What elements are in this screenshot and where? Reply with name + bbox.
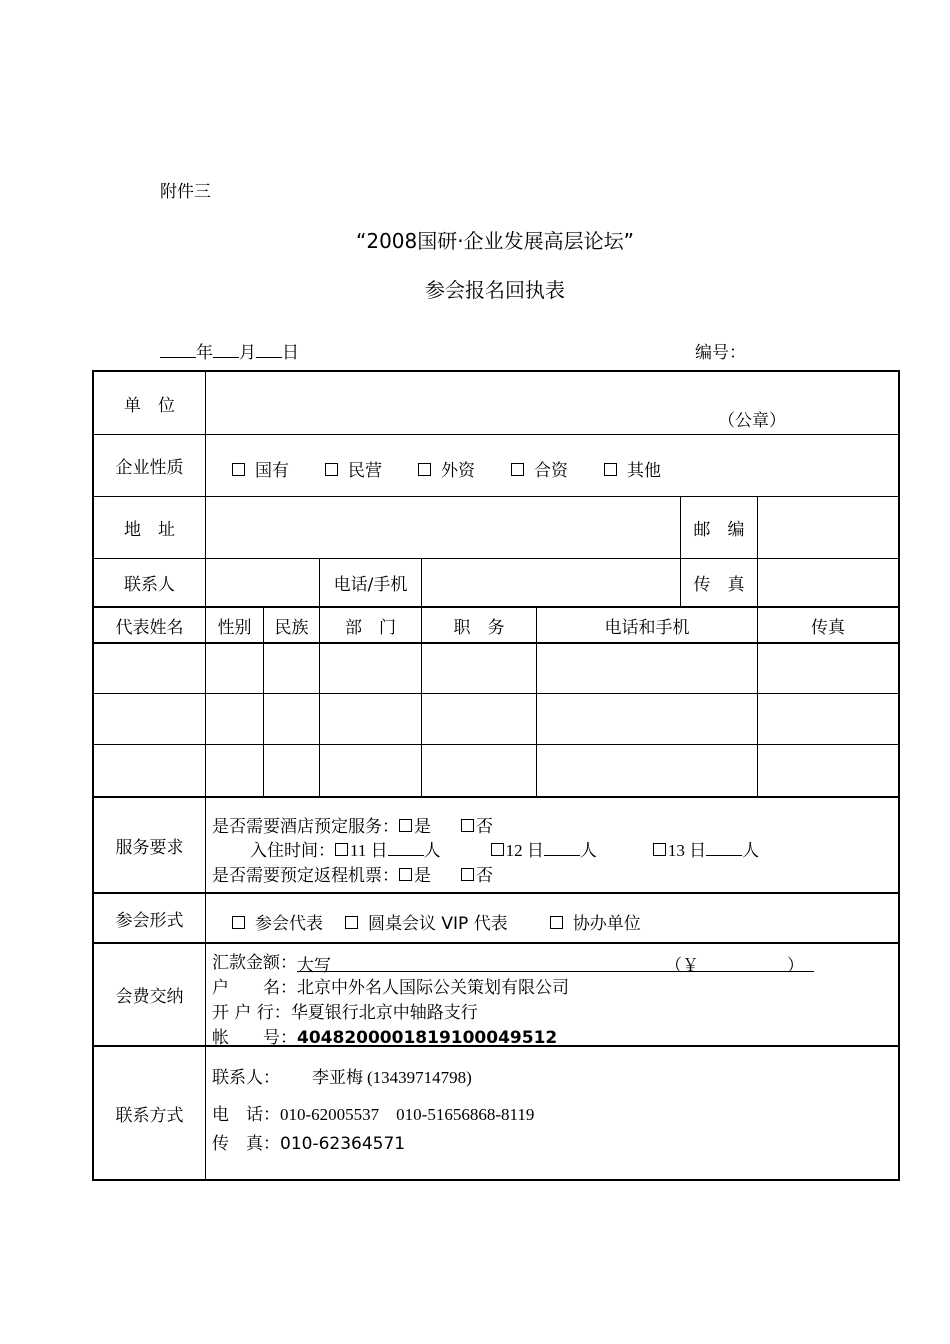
checkin-11-option[interactable]: 11 日 人 — [335, 841, 441, 861]
contact-info-label: 联系方式 — [115, 1105, 184, 1126]
rep-header-position: 职 务 — [453, 617, 505, 638]
checkbox[interactable] — [325, 463, 338, 476]
day-label: 日 — [282, 343, 299, 363]
amount-yen-close: ） — [787, 956, 804, 976]
nature-option-foreign[interactable]: 外资 — [418, 461, 475, 481]
account-number-label: 帐 号： — [212, 1028, 297, 1048]
table-rule — [92, 892, 900, 894]
people-blank[interactable] — [706, 838, 742, 856]
fax-field[interactable] — [758, 559, 898, 606]
checkbox[interactable] — [461, 868, 474, 881]
phone-label: 电话/手机 — [333, 575, 408, 595]
account-number-line — [212, 1023, 557, 1048]
table-row[interactable] — [94, 694, 898, 744]
contact-tel-line — [212, 1100, 534, 1125]
table-rule — [92, 434, 900, 435]
checkbox[interactable] — [418, 463, 431, 476]
form-subtitle: 参会报名回执表 — [425, 278, 565, 302]
year-label: 年 — [196, 343, 213, 363]
people-blank[interactable] — [544, 838, 580, 856]
ticket-no-option[interactable]: 否 — [461, 866, 493, 886]
account-number-value: 4048200001819100049512 — [297, 1028, 558, 1048]
checkin-label: 入住时间： — [250, 841, 335, 861]
checkbox[interactable] — [232, 463, 245, 476]
checkbox[interactable] — [491, 843, 504, 856]
attachment-label: 附件三 — [160, 182, 211, 202]
amount-yen-open: （￥ — [665, 956, 699, 976]
hotel-booking-line — [212, 812, 493, 837]
contact-person-mobile: (13439714798) — [367, 1068, 472, 1087]
address-field[interactable] — [206, 497, 680, 558]
seal-label: （公章） — [718, 411, 786, 431]
checkbox[interactable] — [653, 843, 666, 856]
contact-fax-line — [212, 1129, 405, 1154]
checkbox[interactable] — [550, 916, 563, 929]
checkbox[interactable] — [399, 819, 412, 832]
attendance-options — [232, 909, 641, 934]
account-name-label: 户 名： — [212, 978, 297, 998]
table-border-bottom — [92, 1179, 900, 1181]
phone-field[interactable] — [422, 559, 680, 606]
rep-header-name: 代表姓名 — [115, 617, 184, 638]
checkbox[interactable] — [604, 463, 617, 476]
account-name-value: 北京中外名人国际公关策划有限公司 — [297, 978, 569, 998]
attendance-option-delegate[interactable]: 参会代表 — [232, 914, 323, 934]
amount-caps-label: 大写 — [297, 956, 331, 976]
form-title: “2008国研·企业发展高层论坛” — [356, 229, 634, 253]
hotel-no-option[interactable]: 否 — [461, 817, 493, 837]
year-blank[interactable] — [160, 340, 196, 358]
contact-tel-value: 010-62005537 010-51656868-8119 — [280, 1105, 535, 1124]
unit-field[interactable] — [206, 372, 898, 434]
day-blank[interactable] — [256, 340, 282, 358]
checkbox[interactable] — [335, 843, 348, 856]
checkin-12-option[interactable]: 12 日 人 — [491, 841, 597, 861]
account-name-line — [212, 973, 569, 998]
rep-header-gender: 性别 — [217, 617, 252, 638]
checkin-line — [250, 836, 759, 861]
attendance-option-vip[interactable]: 圆桌会议 VIP 代表 — [345, 914, 508, 934]
checkbox[interactable] — [511, 463, 524, 476]
checkbox[interactable] — [232, 916, 245, 929]
month-label: 月 — [239, 343, 256, 363]
attendance-option-co-organizer[interactable]: 协办单位 — [550, 914, 641, 934]
fee-label: 会费交纳 — [115, 987, 184, 1007]
contact-person-label: 联系人 — [124, 575, 175, 595]
contact-person-line — [212, 1063, 472, 1088]
contact-person-name: 李亚梅 — [312, 1068, 363, 1088]
enterprise-nature-label: 企业性质 — [115, 458, 184, 478]
contact-fax-value: 010-62364571 — [280, 1134, 406, 1154]
fax-label: 传 真 — [693, 575, 745, 595]
nature-option-other[interactable]: 其他 — [604, 461, 661, 481]
table-row[interactable] — [94, 745, 898, 796]
postcode-label: 邮 编 — [693, 520, 745, 540]
checkin-13-option[interactable]: 13 日 人 — [653, 841, 759, 861]
month-blank[interactable] — [213, 340, 239, 358]
bank-label: 开 户 行： — [212, 1003, 291, 1023]
contact-person-field[interactable] — [206, 559, 319, 606]
bank-line — [212, 998, 478, 1023]
table-rule — [92, 796, 900, 798]
rep-header-department: 部 门 — [345, 617, 396, 638]
postcode-field[interactable] — [758, 497, 898, 558]
table-rule — [92, 942, 900, 944]
ticket-yes-option[interactable]: 是 — [399, 866, 431, 886]
nature-option-joint[interactable]: 合资 — [511, 461, 568, 481]
checkbox[interactable] — [461, 819, 474, 832]
attendance-label: 参会形式 — [115, 910, 184, 931]
contact-fax-label: 传 真： — [212, 1134, 280, 1154]
nature-option-state-owned[interactable]: 国有 — [232, 461, 289, 481]
unit-label: 单 位 — [124, 395, 175, 416]
date-line — [160, 338, 299, 363]
checkbox[interactable] — [345, 916, 358, 929]
remit-amount-line — [212, 948, 814, 976]
rep-header-ethnicity: 民族 — [274, 617, 309, 638]
hotel-booking-question: 是否需要酒店预定服务： — [212, 817, 399, 837]
contact-person-label-2: 联系人： — [212, 1068, 280, 1088]
serial-number-label: 编号： — [695, 343, 746, 363]
service-label: 服务要求 — [115, 837, 184, 858]
checkbox[interactable] — [399, 868, 412, 881]
remit-amount-label: 汇款金额： — [212, 953, 297, 973]
people-blank[interactable] — [388, 838, 424, 856]
rep-header-fax: 传真 — [811, 617, 845, 638]
remit-amount-field[interactable] — [297, 951, 814, 976]
table-row[interactable] — [94, 644, 898, 693]
rep-header-phone: 电话和手机 — [604, 617, 690, 638]
nature-option-private[interactable]: 民营 — [325, 461, 382, 481]
address-label: 地 址 — [124, 520, 175, 540]
bank-value: 华夏银行北京中轴路支行 — [290, 1003, 478, 1023]
return-ticket-line — [212, 861, 493, 886]
hotel-yes-option[interactable]: 是 — [399, 817, 431, 837]
nature-options — [232, 456, 661, 481]
contact-tel-label: 电 话： — [212, 1105, 280, 1125]
return-ticket-question: 是否需要预定返程机票： — [212, 866, 399, 886]
table-border-right — [898, 370, 900, 1181]
